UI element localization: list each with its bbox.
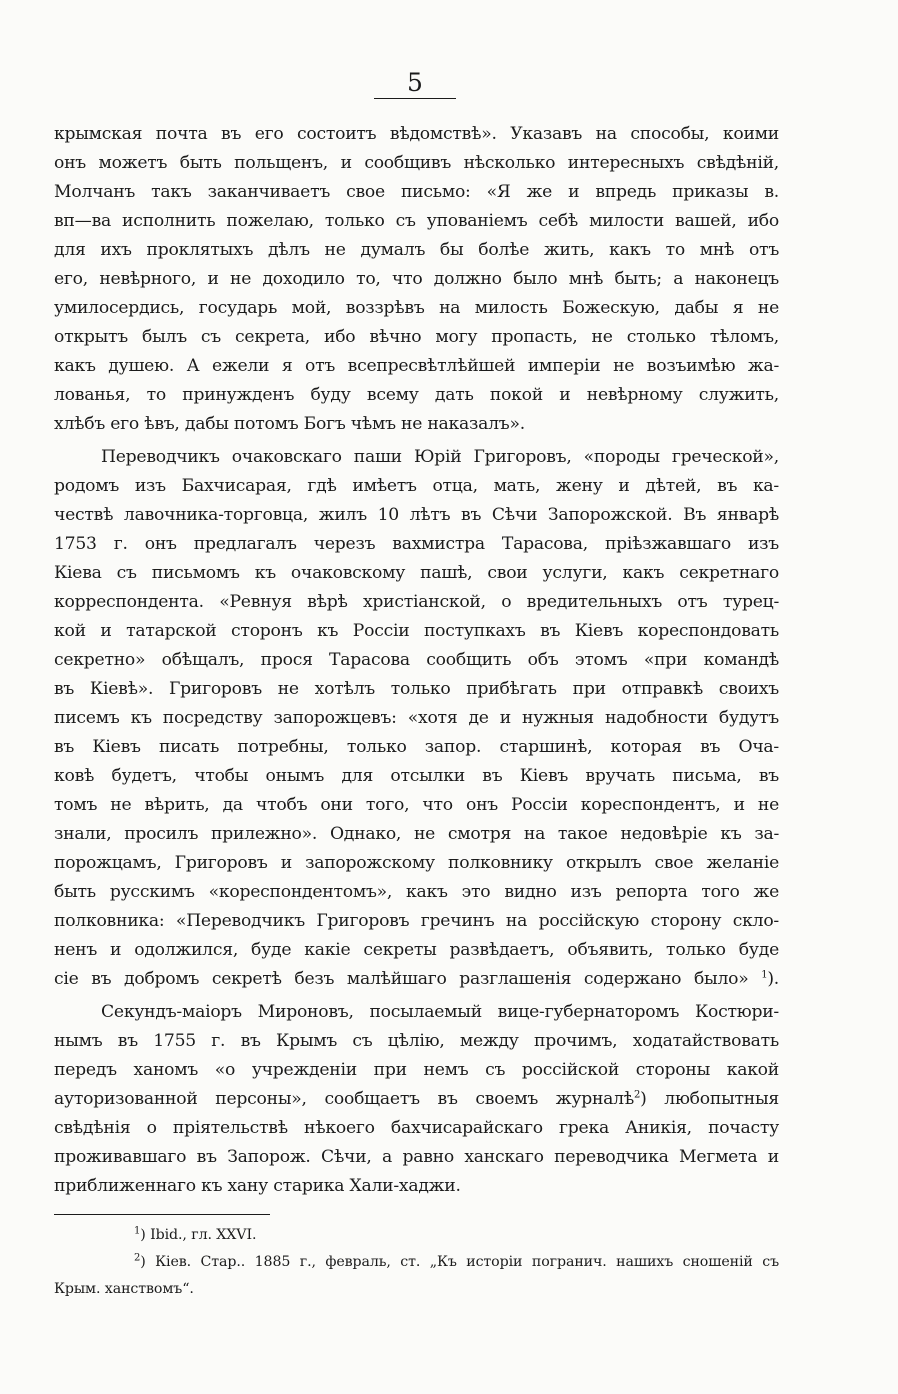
body-text [54,120,779,1201]
text-line: умилосердись, государь мой, воззрѣвъ на милость Божескую, дабы я не [54,298,779,318]
text-line: онъ можетъ быть польщенъ, и сообщивъ нѣсколько интересныхъ свѣдѣній, [54,153,779,173]
footnote-marker: 1 [761,969,768,981]
text-line: порожцамъ, Григоровъ и запорожскому полковнику открылъ свое желаніе [54,853,779,873]
text-line: крымская почта въ его состоитъ вѣдомствѣ». Указавъ на способы, коими [54,124,779,144]
text-line: его, невѣрного, и не доходило то, что должно было мнѣ быть; а наконецъ [54,269,779,289]
text-line: для ихъ проклятыхъ дѣлъ не думалъ бы болѣе жить, какъ то мнѣ отъ [54,240,779,260]
line-tail: ). [767,969,779,989]
text-line: писемъ къ посредству запорожцевъ: «хотя де и нужныя надобности будутъ [54,708,779,728]
text-line: ковѣ будетъ, чтобы онымъ для отсылки въ Кіевъ вручать письма, въ [54,766,779,786]
footnote-continuation: Крым. ханствомъ“. [54,1281,194,1297]
text-line: хлѣбъ его ѣвъ, дабы потомъ Богъ чѣмъ не наказалъ». [54,414,525,434]
footnote-marker: 2 [633,1089,641,1101]
line-text: сіе въ добромъ секретѣ безъ малѣйшаго разглашенія содержано было» [54,969,749,989]
text-line: быть русскимъ «кореспондентомъ», какъ это видно изъ репорта того же [54,882,779,902]
text-line: 1753 г. онъ предлагалъ черезъ вахмистра Тарасова, пріѣзжавшаго изъ [54,534,779,554]
page-number: 5 [407,68,423,97]
text-line: ненъ и одолжился, буде какіе секреты развѣдаетъ, объявить, только буде [54,940,779,960]
text-line: Секундъ-маіоръ Мироновъ, посылаемый вице-губернаторомъ Костюри- [101,1002,779,1022]
text-line: секретно» обѣщалъ, прося Тарасова сообщить объ этомъ «при командѣ [54,650,779,670]
text-line: Кіева съ письмомъ къ очаковскому пашѣ, свои услуги, какъ секретнаго [54,563,779,583]
text-line: открытъ былъ съ секрета, ибо вѣчно могу пропасть, не столько тѣломъ, [54,327,779,347]
footnote [54,1249,779,1276]
paragraph [54,443,779,994]
footnote-mark: 2 [134,1252,141,1264]
footnote-mark: 1 [134,1225,141,1237]
text-line: полковника: «Переводчикъ Григоровъ гречинъ на россійскую сторону скло- [54,911,779,931]
text-line: приближеннаго къ хану старика Хали-хаджи. [54,1176,461,1196]
text-line: въ Кіевѣ». Григоровъ не хотѣлъ только прибѣгать при отправкѣ своихъ [54,679,779,699]
footnote-text: ) Ibid., гл. XXVI. [140,1227,257,1243]
text-line: проживавшаго въ Запорож. Сѣчи, а равно ханскаго переводчика Мегмета и [54,1147,779,1167]
text-line: вп—ва исполнить пожелаю, только съ упованіемъ себѣ милости вашей, ибо [54,211,779,231]
text-line: передъ ханомъ «о учрежденіи при немъ съ россійской стороны какой [54,1060,779,1080]
line-text: ауторизованной персоны», сообщаетъ въ своемъ журналѣ [54,1089,634,1109]
text-line: въ Кіевъ писать потребны, только запор. старшинѣ, которая въ Оча- [54,737,779,757]
footnote-text: ) Кіев. Стар.. 1885 г., февраль, ст. „Къ исторіи погранич. нашихъ сношеній съ [140,1254,779,1270]
line-tail: ) любопытныя [640,1089,779,1109]
text-line: томъ не вѣрить, да чтобъ они того, что онъ Россіи кореспондентъ, и не [54,795,779,815]
text-line: Переводчикъ очаковскаго паши Юрій Григоровъ, «породы греческой», [101,447,779,467]
text-line: Молчанъ такъ заканчиваетъ свое письмо: «Я же и впредь приказы в. [54,182,779,202]
header-rule [374,98,456,99]
footnote-rule [54,1214,270,1215]
footnote [54,1222,779,1249]
text-line: свѣдѣнія о пріятельствѣ нѣкоего бахчисарайскаго грека Аникія, почасту [54,1118,779,1138]
text-line: кой и татарской сторонъ къ Россіи поступкахъ въ Кіевъ кореспондовать [54,621,779,641]
paragraph [54,998,779,1201]
text-line: какъ душею. А ежели я отъ всепресвѣтлѣйшей имперіи не возъимѣю жа- [54,356,779,376]
text-line: чествѣ лавочника-торговца, жилъ 10 лѣтъ въ Сѣчи Запорожской. Въ январѣ [54,505,779,525]
text-line: нымъ въ 1755 г. въ Крымъ съ цѣлію, между прочимъ, ходатайствовать [54,1031,779,1051]
text-line: лованья, то принужденъ буду всему дать покой и невѣрному служить, [54,385,779,405]
text-line: знали, просилъ прилежно». Однако, не смотря на такое недовѣріе къ за- [54,824,779,844]
text-line: корреспондента. «Ревнуя вѣрѣ христіанской, о вредительныхъ отъ турец- [54,592,779,612]
text-line [54,965,779,994]
text-line: родомъ изъ Бахчисарая, гдѣ имѣетъ отца, мать, жену и дѣтей, въ ка- [54,476,779,496]
paragraph [54,120,779,439]
footnotes [54,1222,779,1303]
text-line [54,1085,779,1114]
